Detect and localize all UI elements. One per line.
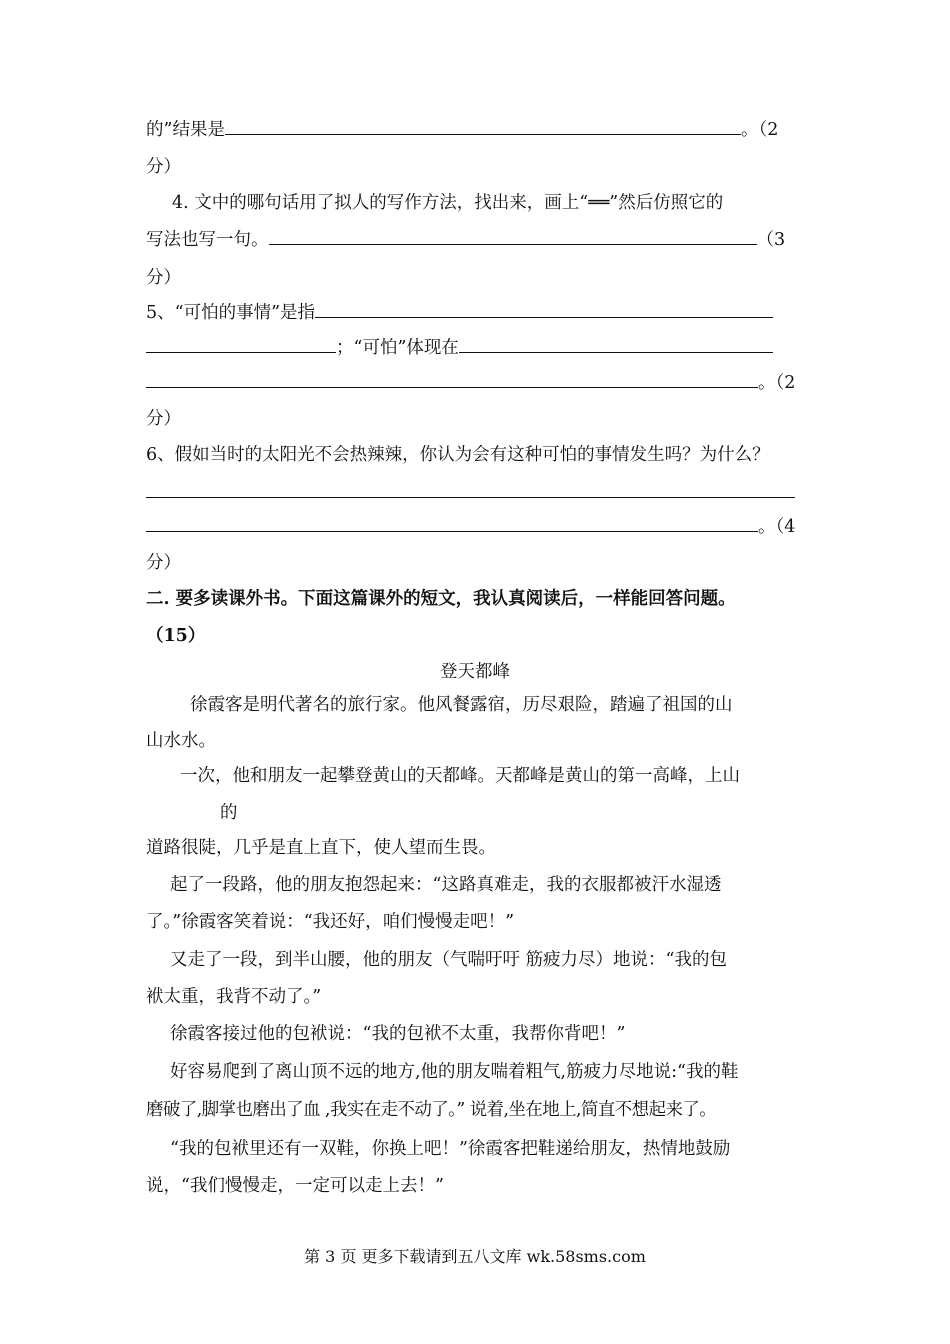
q4-line-2: 写法也写一句。 （3 xyxy=(146,230,786,250)
q5-line-3: 。（2 xyxy=(146,371,795,395)
answer-blank[interactable] xyxy=(146,497,795,498)
passage-line: “我的包袱里还有一双鞋，你换上吧！”徐霞客把鞋递给朋友，热情地鼓励 xyxy=(170,1139,731,1159)
page-footer: 第 3 页 更多下载请到五八文库 wk.58sms.com xyxy=(304,1247,646,1266)
passage-line: 道路很陡，几乎是直上直下，使人望而生畏。 xyxy=(146,838,496,858)
q3-line xyxy=(146,118,778,142)
passage-line: 磨破了,脚掌也磨出了血 ,我实在走不动了。” 说着,坐在地上,简直不想起来了。 xyxy=(146,1100,717,1120)
q6-score-close: 分） xyxy=(146,553,181,573)
q3-score: 。（2 xyxy=(740,120,779,140)
section-heading: 二. 要多读课外书。下面这篇课外的短文，我认真阅读后，一样能回答问题。 xyxy=(146,589,736,609)
q5-line-2: ；“可怕”体现在 xyxy=(146,336,773,360)
passage-line: 徐霞客接过他的包袱说：“我的包袱不太重，我帮你背吧！” xyxy=(170,1024,626,1044)
answer-blank[interactable] xyxy=(146,371,758,388)
passage-line: 袱太重，我背不动了。” xyxy=(146,987,322,1007)
passage-line: 山水水。 xyxy=(146,731,216,751)
q6-line-3: 。（4 xyxy=(146,515,795,539)
passage-line: 好容易爬到了离山顶不远的地方,他的朋友喘着粗气,筋疲力尽地说:“我的鞋 xyxy=(170,1062,739,1082)
answer-blank[interactable] xyxy=(315,301,773,318)
q5-score-close: 分） xyxy=(146,409,181,429)
answer-blank[interactable] xyxy=(146,336,336,353)
q4-score-close: 分） xyxy=(146,268,181,288)
q3-text: 的”结果是 xyxy=(146,120,225,140)
passage-line: 起了一段路，他的朋友抱怨起来：“这路真难走，我的衣服都被汗水湿透 xyxy=(170,875,722,895)
passage-line: 说，“我们慢慢走，一定可以走上去！” xyxy=(146,1176,444,1196)
answer-blank[interactable] xyxy=(225,118,741,135)
passage-line: 又走了一段，到半山腰，他的朋友（气喘吁吁 筋疲力尽）地说：“我的包 xyxy=(170,950,728,970)
q4-line-1: 4. 文中的哪句话用了拟人的写作方法，找出来，画上“══”然后仿照它的 xyxy=(172,193,724,213)
q6-line-1: 6、假如当时的太阳光不会热辣辣，你认为会有这种可怕的事情发生吗？为什么？ xyxy=(146,445,770,465)
answer-blank[interactable] xyxy=(269,228,757,245)
passage-line: 徐霞客是明代著名的旅行家。他风餐露宿，历尽艰险，踏遍了祖国的山 xyxy=(190,695,733,715)
answer-blank[interactable] xyxy=(146,515,758,532)
answer-blank[interactable] xyxy=(459,336,773,353)
passage-line: 一次，他和朋友一起攀登黄山的天都峰。天都峰是黄山的第一高峰，上山 xyxy=(180,766,740,786)
section-points: （15） xyxy=(146,626,206,646)
passage-title: 登天都峰 xyxy=(440,662,510,682)
q5-line-1: 5、“可怕的事情”是指 xyxy=(146,301,773,325)
passage-line: 的 xyxy=(220,803,238,823)
q3-score-close: 分） xyxy=(146,157,181,177)
passage-line: 了。”徐霞客笑着说：“我还好，咱们慢慢走吧！” xyxy=(146,912,515,932)
